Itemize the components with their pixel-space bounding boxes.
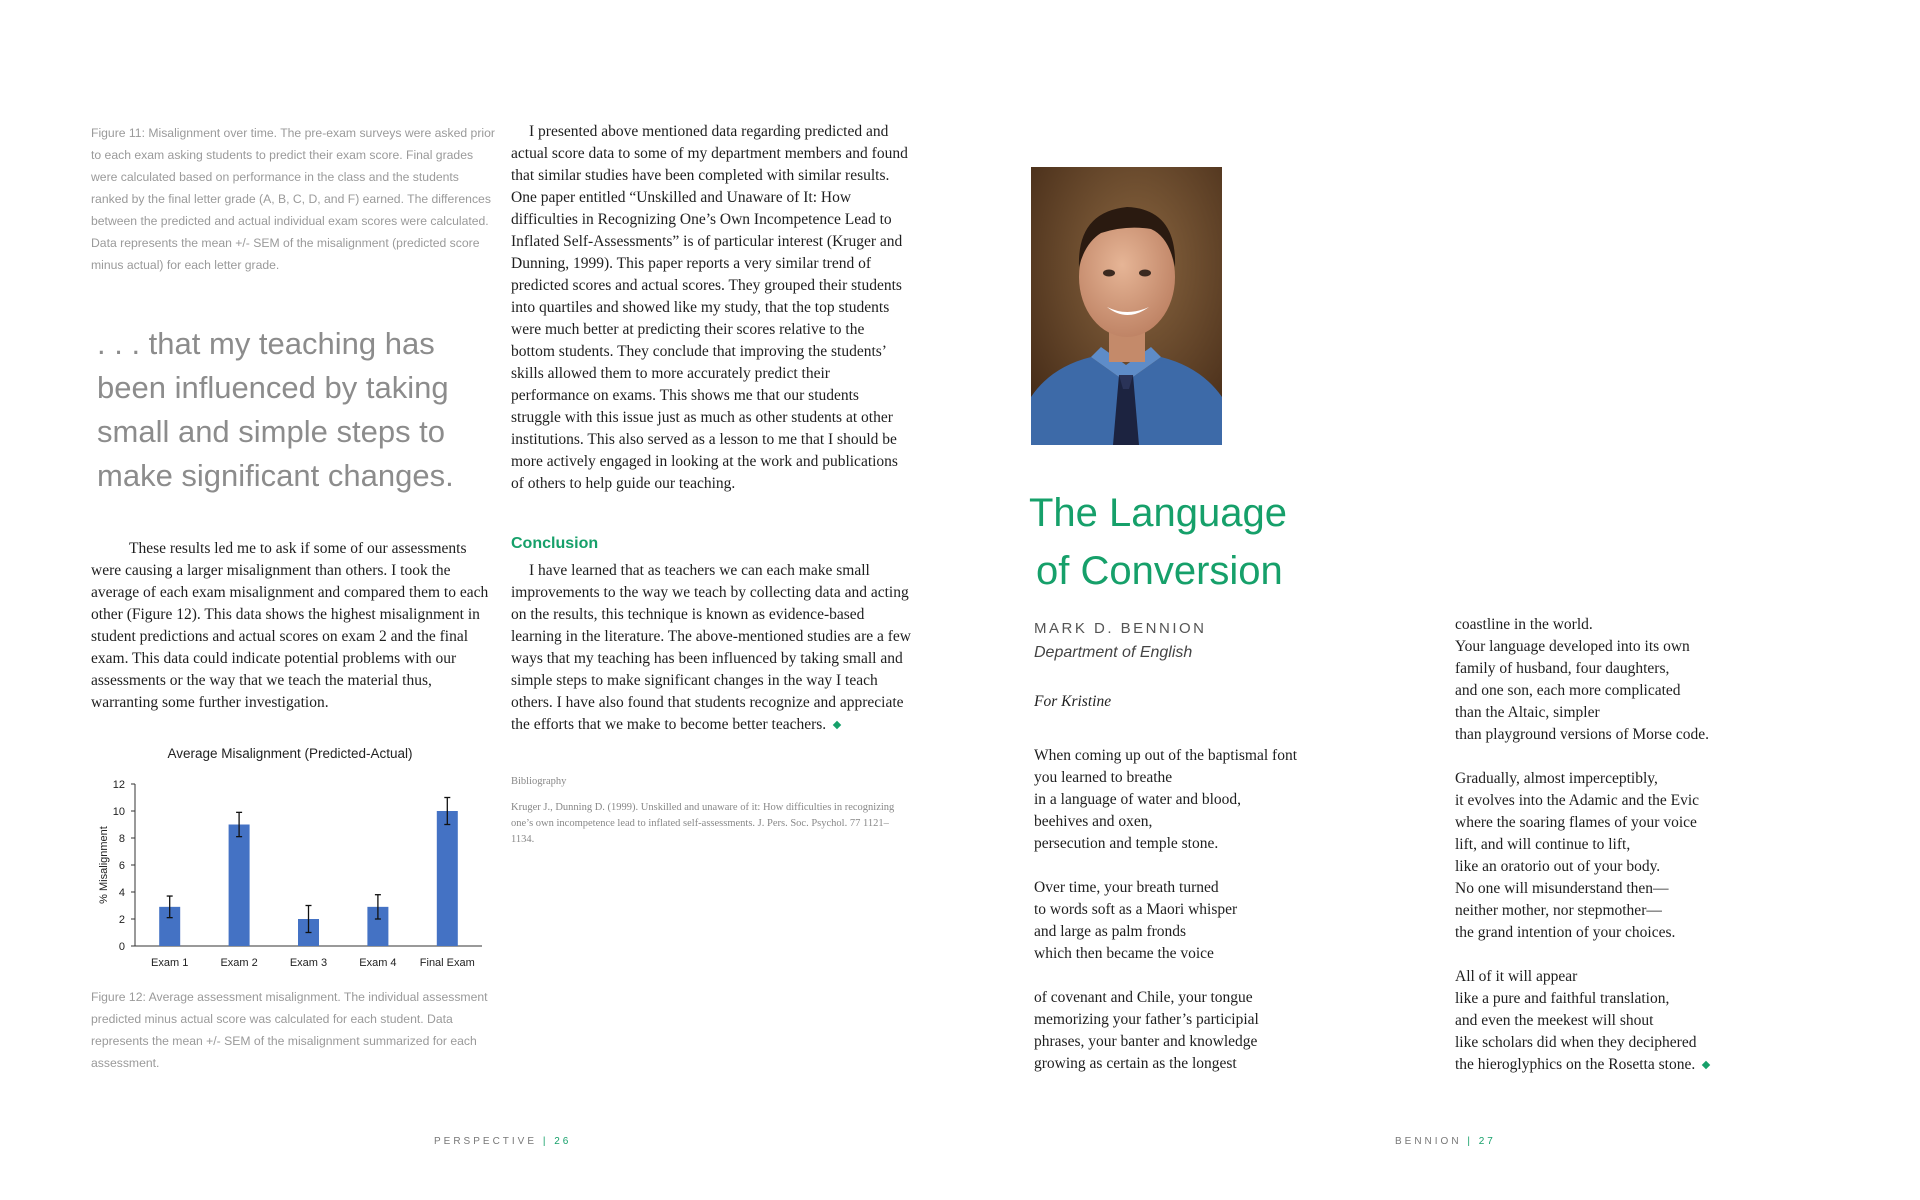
paragraph-conclusion	[511, 560, 911, 736]
poem-line-text: like a pure and faithful translation,	[1455, 990, 1670, 1007]
poem-line	[1455, 790, 1815, 812]
poem-line-text: lift, and will continue to lift,	[1455, 836, 1631, 853]
poem-line-text: the hieroglyphics on the Rosetta stone.	[1455, 1056, 1696, 1073]
poem-column-2	[1455, 614, 1815, 1098]
poem-stanza	[1455, 768, 1815, 944]
poem-line-text: beehives and oxen,	[1034, 813, 1153, 830]
poem-line-text: than playground versions of Morse code.	[1455, 726, 1709, 743]
poem-line-text: of covenant and Chile, your tongue	[1034, 989, 1253, 1006]
poem-line	[1034, 921, 1394, 943]
end-mark-icon	[1702, 1061, 1710, 1069]
poem-line	[1034, 1031, 1394, 1053]
poem-line-text: persecution and temple stone.	[1034, 835, 1219, 852]
figure-12-caption: Figure 12: Average assessment misalignment. The individual assessment predicted minus actual score was calculated for each student. Data represents the mean +/- SEM of the misalignment summarized for each assessment.	[91, 990, 488, 1070]
poem-line-text: where the soaring flames of your voice	[1455, 814, 1697, 831]
poem-line	[1455, 614, 1815, 636]
poem-line-text: growing as certain as the longest	[1034, 1055, 1237, 1072]
poem-line-text: in a language of water and blood,	[1034, 791, 1242, 808]
poem-line	[1034, 745, 1394, 767]
poem-dedication: For Kristine	[1034, 693, 1112, 710]
poem-line	[1455, 1054, 1815, 1076]
poem-line	[1034, 789, 1394, 811]
chart-y-tick-label: 0	[118, 941, 125, 953]
figure-11-caption: Figure 11: Misalignment over time. The pre-exam surveys were asked prior to each exam asking students to predict their exam score. Final grades were calculated based on performance in the class and the students ranked by the final letter grade (A, B, C, D, and F) earned. The differences between the predicted and actual individual exam scores were calculated. Data represents the mean +/- SEM of the misalignment (predicted score minus actual) for each letter grade.	[91, 126, 495, 272]
poem-line	[1455, 636, 1815, 658]
portrait-photo-icon	[1031, 167, 1222, 445]
poem-line	[1455, 1010, 1815, 1032]
chart-bar	[229, 825, 250, 947]
poem-line	[1455, 768, 1815, 790]
poem-line-text: you learned to breathe	[1034, 769, 1173, 786]
poem-line	[1034, 899, 1394, 921]
poem-line	[1034, 767, 1394, 789]
poem-line-text: Over time, your breath turned	[1034, 879, 1219, 896]
poem-stanza	[1034, 987, 1394, 1075]
poem-line-text: it evolves into the Adamic and the Evic	[1455, 792, 1700, 809]
chart-bar	[437, 811, 458, 946]
poem-line	[1455, 1032, 1815, 1054]
chart-y-tick-label: 4	[118, 887, 125, 899]
chart-x-tick-label: Final Exam	[419, 957, 475, 969]
paragraph-presented: I presented above mentioned data regarding predicted and actual score data to some of my department members and found that similar studies have been completed with similar results. One paper entitled “Unskilled and Unaware of It: How difficulties in Recognizing One’s Own Incompetence Lead to Inflated Self-Assessments” is of particular interest (Kruger and Dunning, 1999). This paper reports a very similar trend of predicted scores and actual scores. They grouped their students into quartiles and showed like my study, that the top students were much better at predicting their scores relative to the bottom students. They conclude that improving the students’ skills allowed them to more accurately predict their performance on exams. This shows me that our students struggle with this issue just as much as other students at other institutions. This also served as a lesson to me that I should be more actively engaged in looking at the work and publications of others to help guide our teaching.	[511, 123, 908, 492]
poem-stanza	[1455, 966, 1815, 1076]
poem-line-text: All of it will appear	[1455, 968, 1578, 985]
bibliography-heading: Bibliography	[511, 776, 567, 787]
chart-y-tick-label: 10	[112, 806, 125, 818]
chart-title: Average Misalignment (Predicted-Actual)	[167, 746, 413, 761]
poem-line	[1455, 724, 1815, 746]
folio-separator: |	[542, 1136, 549, 1147]
chart-y-tick-label: 8	[118, 833, 125, 845]
end-mark-icon	[833, 721, 841, 729]
chart-x-tick-label: Exam 3	[289, 957, 328, 969]
chart-y-tick-label: 6	[118, 860, 125, 872]
poem-line-text: and large as palm fronds	[1034, 923, 1187, 940]
poem-line	[1455, 878, 1815, 900]
poem-column-1	[1034, 745, 1394, 1097]
pull-quote: . . . that my teaching has been influenced by taking small and simple steps to make significant changes.	[97, 326, 454, 493]
poem-line-text: coastline in the world.	[1455, 616, 1593, 633]
folio-right	[1395, 1136, 1496, 1147]
poem-stanza	[1455, 614, 1815, 746]
poem-stanza	[1034, 745, 1394, 855]
poem-line	[1455, 834, 1815, 856]
misalignment-bar-chart	[90, 740, 490, 980]
poem-line	[1455, 988, 1815, 1010]
poem-line	[1455, 900, 1815, 922]
poem-line-text: phrases, your banter and knowledge	[1034, 1033, 1258, 1050]
paragraph-conclusion-text: I have learned that as teachers we can each make small improvements to the way we teach by collecting data and acting on the results, this technique is known as evidence-based learning in the literature. The above-mentioned studies are a few ways that my teaching has been influenced by taking small and simple steps to make significant changes in the way I teach others. I have also found that students recognize and appreciate the efforts that we make to become better teachers.	[511, 562, 911, 733]
chart-y-axis-label: % Misalignment	[98, 826, 110, 904]
poem-line	[1034, 943, 1394, 965]
poem-line-text: like scholars did when they deciphered	[1455, 1034, 1697, 1051]
poem-line	[1034, 987, 1394, 1009]
chart-x-tick-label: Exam 4	[359, 957, 397, 969]
poem-line-text: and even the meekest will shout	[1455, 1012, 1654, 1029]
author-portrait	[1031, 167, 1222, 445]
poem-line	[1455, 680, 1815, 702]
chart-y-tick-label: 2	[118, 914, 125, 926]
poem-line-text: the grand intention of your choices.	[1455, 924, 1676, 941]
author-department: Department of English	[1034, 644, 1193, 661]
page-number: 27	[1478, 1136, 1496, 1147]
poem-line-text: like an oratorio out of your body.	[1455, 858, 1661, 875]
poem-line-text: family of husband, four daughters,	[1455, 660, 1670, 677]
article-title-line-2: of Conversion	[1036, 549, 1283, 593]
bibliography-entry: Kruger J., Dunning D. (1999). Unskilled and unaware of it: How difficulties in recognizing one’s own incompetence lead to inflated self-assessments. J. Pers. Soc. Psychol. 77 1121–1134.	[511, 802, 895, 845]
chart-y-tick-label: 12	[112, 779, 125, 791]
poem-line	[1034, 811, 1394, 833]
page-number: 26	[554, 1136, 572, 1147]
poem-line-text: and one son, each more complicated	[1455, 682, 1681, 699]
chart-x-tick-label: Exam 2	[220, 957, 258, 969]
folio-left	[434, 1136, 571, 1147]
poem-line-text: than the Altaic, simpler	[1455, 704, 1600, 721]
article-title	[1029, 484, 1287, 600]
poem-line	[1455, 702, 1815, 724]
bibliography	[511, 774, 911, 848]
folio-label: PERSPECTIVE	[434, 1136, 538, 1147]
poem-line-text: neither mother, nor stepmother—	[1455, 902, 1662, 919]
poem-line	[1455, 922, 1815, 944]
folio-separator: |	[1467, 1136, 1473, 1147]
poem-line-text: Gradually, almost imperceptibly,	[1455, 770, 1658, 787]
poem-line	[1455, 658, 1815, 680]
poem-line-text: memorizing your father’s participial	[1034, 1011, 1259, 1028]
article-title-line-1: The Language	[1029, 491, 1288, 535]
poem-line	[1455, 856, 1815, 878]
poem-line	[1455, 966, 1815, 988]
poem-line	[1034, 833, 1394, 855]
poem-line	[1034, 1053, 1394, 1075]
poem-line-text: to words soft as a Maori whisper	[1034, 901, 1238, 918]
paragraph-results: These results led me to ask if some of our assessments were causing a larger misalignment than others. I took the average of each exam misalignment and compared them to each other (Figure 12). This data shows the highest misalignment in student predictions and actual scores on exam 2 and the final exam. This data could indicate potential problems with our assessments or the way that we teach the material thus, warranting some further investigation.	[91, 540, 489, 711]
poem-line	[1455, 812, 1815, 834]
poem-line-text: No one will misunderstand then—	[1455, 880, 1669, 897]
poem-line	[1034, 877, 1394, 899]
poem-line-text: which then became the voice	[1034, 945, 1214, 962]
poem-line-text: Your language developed into its own	[1455, 638, 1690, 655]
author-name: MARK D. BENNION	[1034, 620, 1207, 637]
folio-label: BENNION	[1395, 1136, 1462, 1147]
poem-line-text: When coming up out of the baptismal font	[1034, 747, 1298, 764]
poem-line	[1034, 1009, 1394, 1031]
poem-stanza	[1034, 877, 1394, 965]
conclusion-heading: Conclusion	[511, 535, 599, 552]
chart-x-tick-label: Exam 1	[151, 957, 189, 969]
